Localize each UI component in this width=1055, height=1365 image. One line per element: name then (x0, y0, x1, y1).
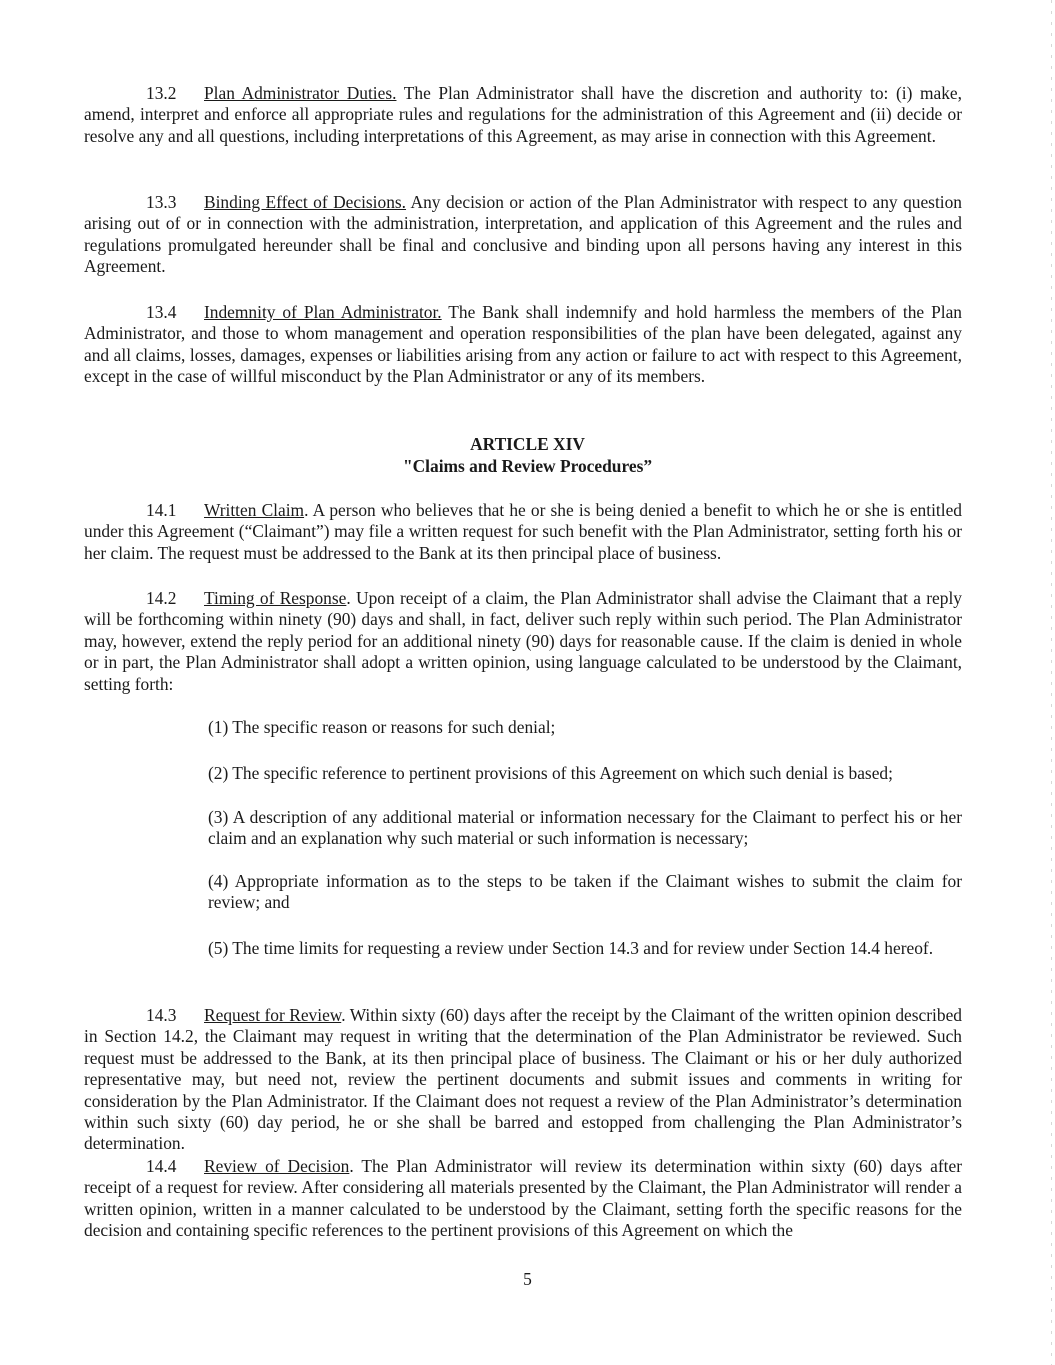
section-14-3 (84, 1005, 962, 1155)
scan-edge-line (1051, 0, 1052, 1365)
section-heading: Plan Administrator Duties. (204, 83, 397, 103)
section-number: 14.3 (146, 1005, 177, 1025)
section-heading: Indemnity of Plan Administrator. (204, 302, 442, 322)
section-text: The Plan Administrator shall have the discretion and authority to: (i) make, amend, interpret and enforce all appropriate rules and regulations for the administration of this Agreement and (ii) decide or resolve any and all questions, including interpretations of this Agreement, as may arise in connection with this Agreement. (84, 83, 962, 146)
section-13-4 (84, 302, 962, 388)
article-title: ARTICLE XIV (470, 434, 585, 454)
section-text: . Within sixty (60) days after the receipt by the Claimant of the written opinion described in Section 14.2, the Claimant may request in writing that the determination of the Plan Administrator be reviewed. Such request must be addressed to the Bank, at its then principal place of business. The Claimant or his or her duly authorized representative may, but need not, review the pertinent documents and submit issues and comments in writing for consideration by the Plan Administrator. If the Claimant does not request a review of the Plan Administrator’s determination within such sixty (60) day period, he or she shall be barred and estopped from challenging the Plan Administrator’s determination. (84, 1005, 962, 1154)
article-subtitle: "Claims and Review Procedures” (402, 456, 653, 476)
section-number: 14.4 (146, 1156, 177, 1176)
section-heading: Request for Review (204, 1005, 342, 1025)
section-text: . Upon receipt of a claim, the Plan Administrator shall advise the Claimant that a reply will be forthcoming within ninety (90) days and shall, in fact, deliver such reply within such period. The Plan Administrator may, however, extend the reply period for an additional ninety (90) days for reasonable cause. If the claim is denied in whole or in part, the Plan Administrator shall adopt a written opinion, using language calculated to be understood by the Claimant, setting forth: (84, 588, 962, 694)
section-number: 14.1 (146, 500, 177, 520)
section-13-3 (84, 192, 962, 278)
section-text: Any decision or action of the Plan Administrator with respect to any question arising out of or in connection with the administration, interpretation, and application of this Agreement and the rules and regulations promulgated hereunder shall be final and conclusive and binding upon all persons having any interest in this Agreement. (84, 192, 962, 277)
section-number: 13.3 (146, 192, 177, 212)
section-number: 14.2 (146, 588, 177, 608)
section-heading: Timing of Response (204, 588, 347, 608)
denial-item-1 (146, 717, 962, 738)
denial-item-4 (146, 871, 962, 914)
section-number: 13.2 (146, 83, 177, 103)
list-item: (4) Appropriate information as to the steps to be taken if the Claimant wishes to submit the claim for review; and (208, 871, 962, 913)
list-item: (1) The specific reason or reasons for such denial; (208, 717, 556, 737)
section-number: 13.4 (146, 302, 177, 322)
section-14-1 (84, 500, 962, 564)
section-heading: Binding Effect of Decisions. (204, 192, 407, 212)
page-number: 5 (523, 1269, 532, 1289)
section-13-2 (84, 83, 962, 147)
list-item: (2) The specific reference to pertinent provisions of this Agreement on which such denial is based; (208, 763, 893, 783)
section-text: . The Plan Administrator will review its determination within sixty (60) days after receipt of a request for review. After considering all materials presented by the Claimant, the Plan Administrator will render a written opinion, written in a manner calculated to be understood by the Claimant, setting forth the specific reasons for the decision and containing specific references to the pertinent provisions of this Agreement on which the (84, 1156, 962, 1241)
section-text: The Bank shall indemnify and hold harmless the members of the Plan Administrator, and those to whom management and operation responsibilities of the plan have been delegated, against any and all claims, losses, damages, expenses or liabilities arising from any action or failure to act with respect to this Agreement, except in the case of willful misconduct by the Plan Administrator or any of its members. (84, 302, 962, 387)
denial-item-5 (146, 938, 962, 959)
section-14-2 (84, 588, 962, 695)
list-item: (3) A description of any additional material or information necessary for the Claimant to perfect his or her claim and an explanation why such material or such information is necessary; (208, 807, 962, 849)
section-heading: Review of Decision (204, 1156, 350, 1176)
list-item: (5) The time limits for requesting a review under Section 14.3 and for review under Section 14.4 hereof. (208, 938, 934, 958)
section-text: . A person who believes that he or she is being denied a benefit to which he or she is entitled under this Agreement (“Claimant”) may file a written request for such benefit with the Plan Administrator, setting forth his or her claim. The request must be addressed to the Bank at its then principal place of business. (84, 500, 962, 563)
denial-item-3 (146, 807, 962, 850)
section-14-4 (84, 1156, 962, 1242)
denial-item-2 (146, 763, 962, 784)
section-heading: Written Claim (204, 500, 305, 520)
